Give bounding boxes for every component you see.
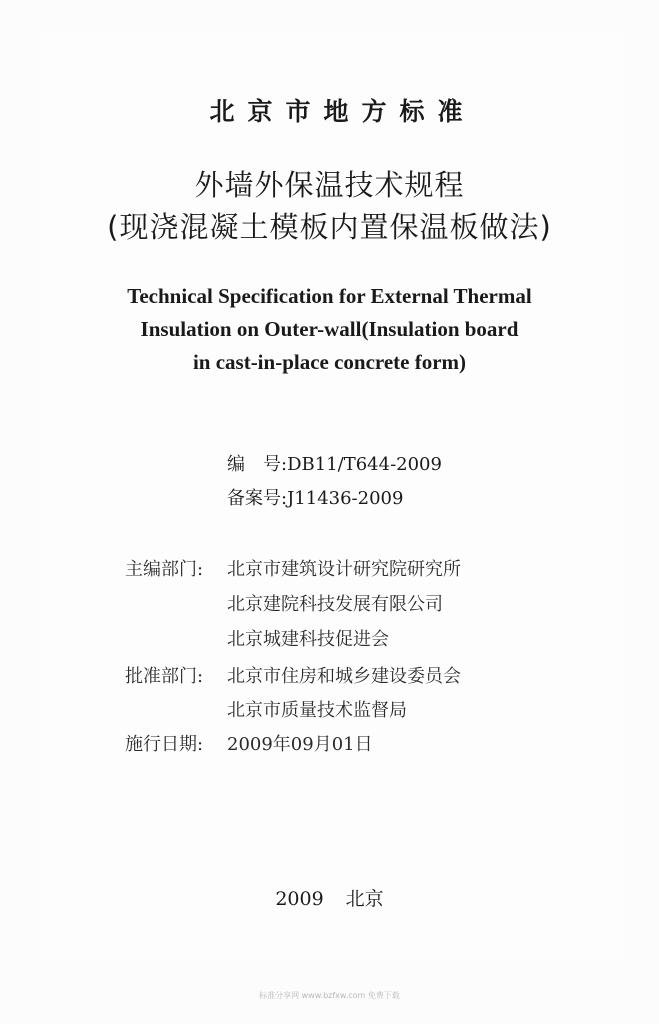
approver-org-1: 北京市住房和城乡建设委员会 [227,666,461,687]
title-chinese-line-1: 外墙外保温技术规程 [194,168,465,202]
record-number-value: J11436-2009 [287,488,404,509]
editor-org-2: 北京建院科技发展有限公司 [227,594,443,615]
publication-city: 北京 [345,888,384,910]
approver-org-2: 北京市质量技术监督局 [227,700,407,721]
title-english-line-1: Technical Specification for External Thermal [127,284,532,308]
title-chinese-line-2: (现浇混凝土模板内置保温板做法) [107,210,552,244]
approver-label: 批准部门: [125,666,204,687]
standard-number: 编 号:DB11/T644-2009 [227,454,442,475]
effective-date-value: 2009年09月01日 [227,734,373,755]
effective-date-label: 施行日期: [125,734,204,755]
editor-label: 主编部门: [125,559,204,580]
editor-org-1: 北京市建筑设计研究院研究所 [227,559,461,580]
publication-year: 2009 [275,888,324,910]
title-english-line-2: Insulation on Outer-wall(Insulation board [140,317,519,341]
title-english-line-3: in cast-in-place concrete form) [192,350,467,374]
record-number-label: 备案号 [227,488,281,509]
standard-type-header: 北京市地方标准 [209,97,476,126]
footer-watermark: 标准分享网 www.bzfxw.com 免费下载 [259,991,400,1000]
standard-number-label: 编 号 [227,454,281,475]
editor-org-3: 北京城建科技促进会 [227,629,389,650]
standard-number-value: DB11/T644-2009 [287,454,442,475]
publication-line [0,884,659,911]
record-number: 备案号:J11436-2009 [227,488,404,509]
